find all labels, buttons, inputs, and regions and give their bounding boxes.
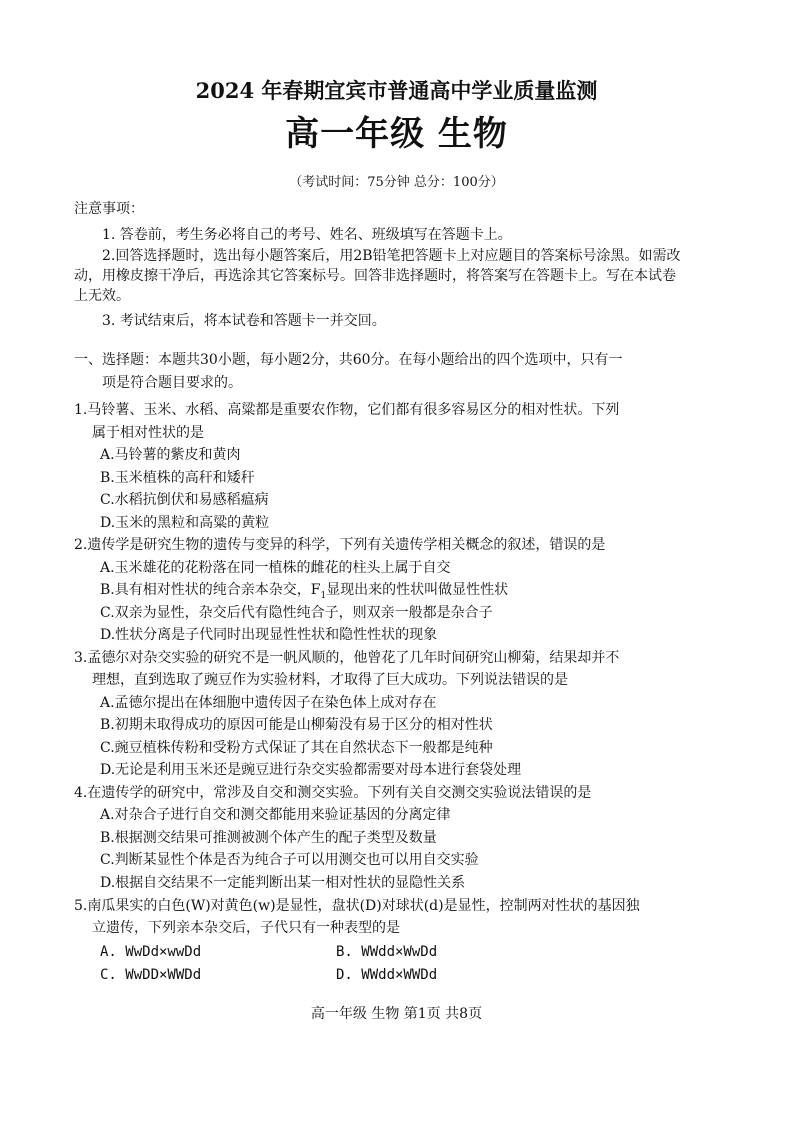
section-heading-cont: 项是符合题目要求的。 bbox=[102, 375, 242, 391]
subject-title: 高一年级 生物 bbox=[285, 114, 508, 154]
option-a: A.对杂合子进行自交和测交都能用来验证基因的分离定律 bbox=[100, 807, 451, 823]
option-b: B.玉米植株的高秆和矮秆 bbox=[100, 470, 255, 486]
option-a: A. WwDd×wwDd bbox=[100, 944, 202, 960]
option-c: C. WwDD×WWDd bbox=[100, 967, 202, 983]
option-d: D.玉米的黑粒和高粱的黄粒 bbox=[100, 515, 270, 531]
page-footer: 高一年级 生物 第1页 共8页 bbox=[310, 1006, 483, 1022]
exam-title: 2024 年春期宜宾市普通高中学业质量监测 bbox=[195, 78, 598, 103]
exam-info: （考试时间：75分钟 总分：100分） bbox=[289, 175, 504, 190]
option-b: B.具有相对性状的纯合亲本杂交，$F_1$显现出来的性状叫做显性性状 bbox=[100, 582, 509, 601]
question-stem: 5.南瓜果实的白色(W)对黄色(w)是显性，盘状(D)对球状(d)是显性，控制两对性状的基因独 bbox=[74, 898, 640, 914]
option-a: A.孟德尔提出在体细胞中遗传因子在染色体上成对存在 bbox=[100, 695, 437, 711]
option-c: C.判断某显性个体是否为纯合子可以用测交也可以用自交实验 bbox=[100, 852, 479, 868]
option-d: D. WWdd×WWDd bbox=[336, 967, 438, 983]
option-b: B.根据测交结果可推测被测个体产生的配子类型及数量 bbox=[100, 830, 437, 846]
option-d: D.根据自交结果不一定能判断出某一相对性状的显隐性关系 bbox=[100, 875, 466, 891]
question-stem-cont: 理想，直到选取了豌豆作为实验材料，才取得了巨大成功。下列说法错误的是 bbox=[92, 672, 568, 688]
question-stem-cont: 立遗传，下列亲本杂交后，子代只有一种表型的是 bbox=[92, 920, 400, 936]
option-c: C.豌豆植株传粉和受粉方式保证了其在自然状态下一般都是纯种 bbox=[100, 740, 493, 756]
question-stem: 1.马铃薯、玉米、水稻、高粱都是重要农作物，它们都有很多容易区分的相对性状。下列 bbox=[74, 402, 620, 418]
subscript: 1 bbox=[320, 590, 327, 601]
option-c: C.水稻抗倒伏和易感稻瘟病 bbox=[100, 492, 269, 508]
option-a: A.玉米雄花的花粉落在同一植株的雌花的柱头上属于自交 bbox=[100, 560, 451, 576]
notice-item: 上无效。 bbox=[74, 288, 130, 304]
question-stem: 2.遗传学是研究生物的遗传与变异的科学，下列有关遗传学相关概念的叙述，错误的是 bbox=[74, 537, 606, 553]
option-b: B. WWdd×WwDd bbox=[336, 944, 438, 960]
option-d: D.无论是利用玉米还是豌豆进行杂交实验都需要对母本进行套袋处理 bbox=[100, 762, 522, 778]
option-c: C.双亲为显性，杂交后代有隐性纯合子，则双亲一般都是杂合子 bbox=[100, 605, 493, 621]
notice-item: 1. 答卷前，考生务必将自己的考号、姓名、班级填写在答题卡上。 bbox=[102, 227, 512, 243]
section-heading: 一、选择题：本题共30小题，每小题2分，共60分。在每小题给出的四个选项中，只有一 bbox=[74, 352, 623, 368]
notice-heading: 注意事项： bbox=[74, 201, 144, 217]
notice-item: 3. 考试结束后，将本试卷和答题卡一并交回。 bbox=[102, 313, 386, 329]
notice-item: 2.回答选择题时，选出每小题答案后，用2B铅笔把答题卡上对应题目的答案标号涂黑。如需改 bbox=[102, 248, 681, 264]
option-b: B.初期未取得成功的原因可能是山柳菊没有易于区分的相对性状 bbox=[100, 717, 493, 733]
option-d: D.性状分离是子代同时出现显性性状和隐性性状的现象 bbox=[100, 627, 438, 643]
question-stem-cont: 属于相对性状的是 bbox=[92, 425, 204, 441]
question-stem: 3.孟德尔对杂交实验的研究不是一帆风顺的，他曾花了几年时间研究山柳菊，结果却并不 bbox=[74, 650, 620, 666]
question-stem: 4.在遗传学的研究中，常涉及自交和测交实验。下列有关自交测交实验说法错误的是 bbox=[74, 785, 592, 801]
option-a: A.马铃薯的紫皮和黄肉 bbox=[100, 447, 241, 463]
notice-item: 动，用橡皮擦干净后，再选涂其它答案标号。回答非选择题时，将答案写在答题卡上。写在本试卷 bbox=[74, 268, 676, 284]
